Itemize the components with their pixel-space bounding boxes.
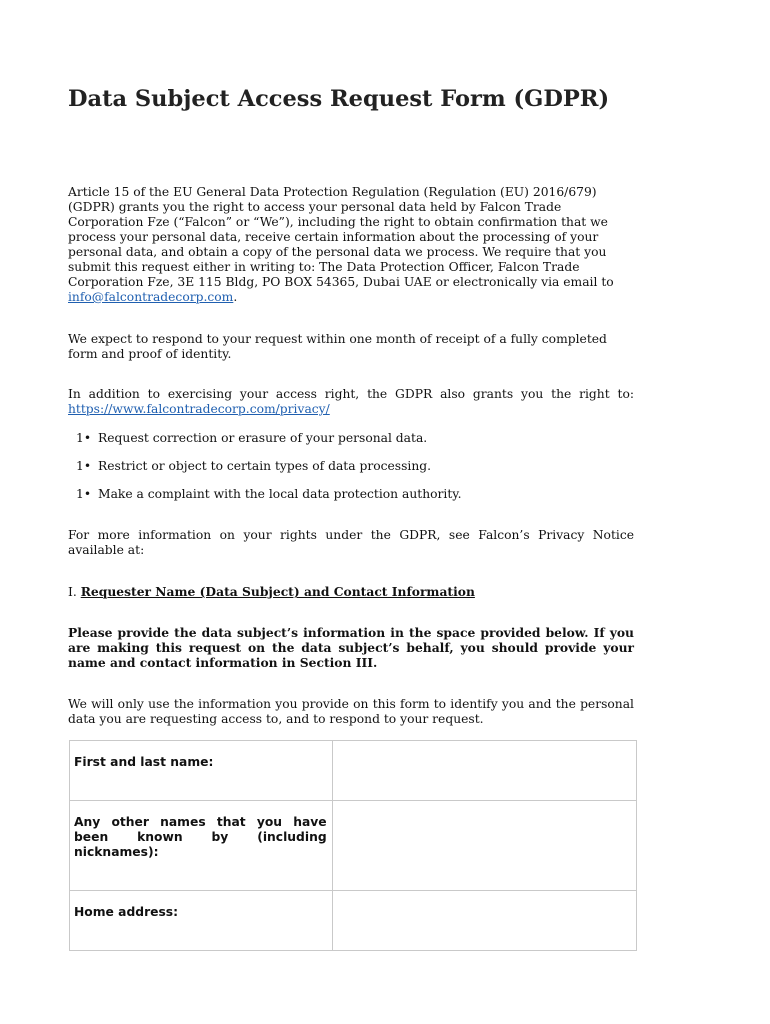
email-link[interactable]: info@falcontradecorp.com	[68, 290, 234, 304]
rights-list-item	[76, 431, 427, 446]
intro-trailing: .	[233, 290, 238, 304]
intro-text: Article 15 of the EU General Data Protection Regulation (Regulation (EU) 2016/679) (GDPR) grants you the right to access your personal data held by Falcon Trade Corporation Fze (“Falcon” or “We”), including the right to obtain confirmation that we process your personal data, receive certain information about the processing of your personal data, and obtain a copy of the personal data we process. We require that you submit this request either in writing to: The Data Protection Officer, Falcon Trade Corporation Fze, 3E 115 Bldg, PO BOX 54365, Dubai UAE or electronically via email to	[68, 185, 614, 289]
table-row	[70, 741, 637, 801]
field-label-other-names: Any other names that you have been known by (including nicknames):	[74, 815, 327, 859]
other-names-field[interactable]	[332, 801, 636, 891]
rights-paragraph	[68, 387, 634, 417]
rights-list-item	[76, 459, 431, 474]
privacy-link[interactable]: https://www.falcontradecorp.com/privacy/	[68, 402, 330, 416]
rights-intro-text: In addition to exercising your access right, the GDPR also grants you the right to:	[68, 387, 634, 401]
response-time-paragraph: We expect to respond to your request within one month of receipt of a fully completed form and proof of identity.	[68, 332, 607, 361]
section-one-heading	[68, 584, 475, 600]
section-numeral: I.	[68, 585, 77, 599]
usage-note-paragraph: We will only use the information you provide on this form to identify you and the personal data you are requesting access to, and to respond to your request.	[68, 697, 634, 726]
list-marker: 1•	[76, 487, 92, 501]
list-marker: 1•	[76, 459, 92, 473]
page-title: Data Subject Access Request Form (GDPR)	[68, 86, 610, 112]
list-marker: 1•	[76, 431, 92, 445]
list-item-text: Restrict or object to certain types of data processing.	[98, 459, 432, 473]
first-last-name-field[interactable]	[332, 741, 636, 801]
table-row	[70, 891, 637, 951]
home-address-field[interactable]	[332, 891, 636, 951]
field-label-home-address: Home address:	[74, 905, 179, 919]
more-info-paragraph: For more information on your rights under the GDPR, see Falcon’s Privacy Notice available at:	[68, 528, 634, 557]
intro-paragraph	[68, 185, 634, 305]
form-label-cell	[70, 741, 333, 801]
section-heading-text: Requester Name (Data Subject) and Contact Information	[80, 584, 475, 599]
data-subject-form-table	[69, 740, 637, 951]
rights-list-item	[76, 487, 462, 502]
form-label-cell	[70, 801, 333, 891]
list-item-text: Request correction or erasure of your personal data.	[98, 431, 428, 445]
list-item-text: Make a complaint with the local data protection authority.	[98, 487, 462, 501]
field-label-first-last-name: First and last name:	[74, 755, 214, 769]
table-row	[70, 801, 637, 891]
form-label-cell	[70, 891, 333, 951]
section-instruction: Please provide the data subject’s information in the space provided below. If you are making this request on the data subject’s behalf, you should provide your name and contact information in Section III.	[68, 625, 634, 670]
